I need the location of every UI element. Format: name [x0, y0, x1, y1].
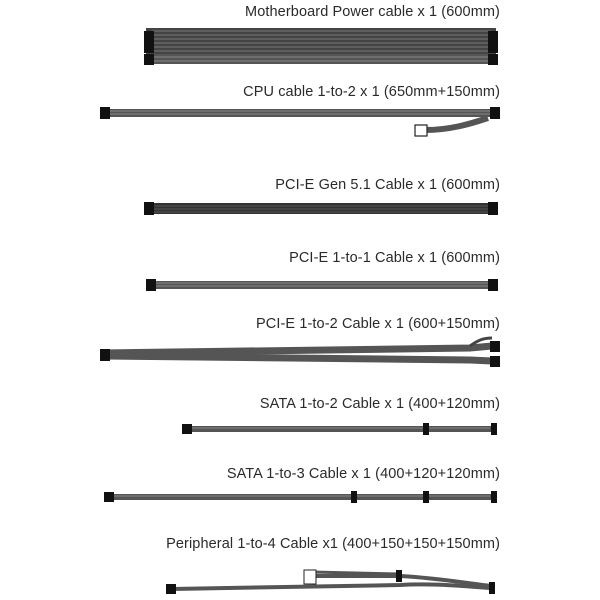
- cable-label-pcie-1to2: PCI-E 1-to-2 Cable x 1 (600+150mm): [256, 316, 500, 332]
- connector-icon: [104, 492, 114, 502]
- connector-icon: [490, 341, 500, 352]
- pcie-1to2-cable-image: [100, 338, 500, 367]
- pcie-gen5-cable-image: [144, 202, 498, 215]
- connector-icon: [304, 570, 316, 584]
- cable-label-motherboard: Motherboard Power cable x 1 (600mm): [245, 4, 500, 20]
- connector-icon: [488, 279, 498, 291]
- connector-icon: [146, 279, 156, 291]
- connector-icon: [423, 423, 429, 435]
- connector-icon: [396, 570, 402, 582]
- peripheral-1to4-cable-image: [166, 570, 495, 594]
- connector-icon: [490, 107, 500, 119]
- cable-label-cpu: CPU cable 1-to-2 x 1 (650mm+150mm): [243, 84, 500, 100]
- connector-icon: [491, 491, 497, 503]
- connector-icon: [488, 54, 498, 65]
- motherboard-power-cable-image: [144, 28, 498, 65]
- cable-label-sata-1to3: SATA 1-to-3 Cable x 1 (400+120+120mm): [226, 466, 500, 482]
- pcie-1to1-cable-image: [146, 279, 498, 291]
- connector-icon: [488, 202, 498, 215]
- connector-icon: [144, 31, 154, 53]
- cable-label-pcie-gen5: PCI-E Gen 5.1 Cable x 1 (600mm): [275, 177, 500, 193]
- connector-icon: [491, 423, 497, 435]
- connector-icon: [488, 31, 498, 53]
- sata-1to2-cable-image: [182, 423, 497, 435]
- cable-label-peripheral-1to4: Peripheral 1-to-4 Cable x1 (400+150+150+150mm): [166, 536, 500, 552]
- cable-label-pcie-1to1: PCI-E 1-to-1 Cable x 1 (600mm): [289, 250, 500, 266]
- connector-icon: [351, 491, 357, 503]
- cable-label-sata-1to2: SATA 1-to-2 Cable x 1 (400+120mm): [259, 396, 500, 412]
- connector-icon: [415, 125, 427, 136]
- connector-icon: [100, 349, 110, 361]
- connector-icon: [144, 202, 154, 215]
- connector-icon: [423, 491, 429, 503]
- sata-1to3-cable-image: [104, 491, 497, 503]
- connector-icon: [489, 582, 495, 594]
- connector-icon: [166, 584, 176, 594]
- connector-icon: [490, 356, 500, 367]
- cpu-cable-image: [100, 107, 500, 136]
- connector-icon: [100, 107, 110, 119]
- connector-icon: [182, 424, 192, 434]
- connector-icon: [144, 54, 154, 65]
